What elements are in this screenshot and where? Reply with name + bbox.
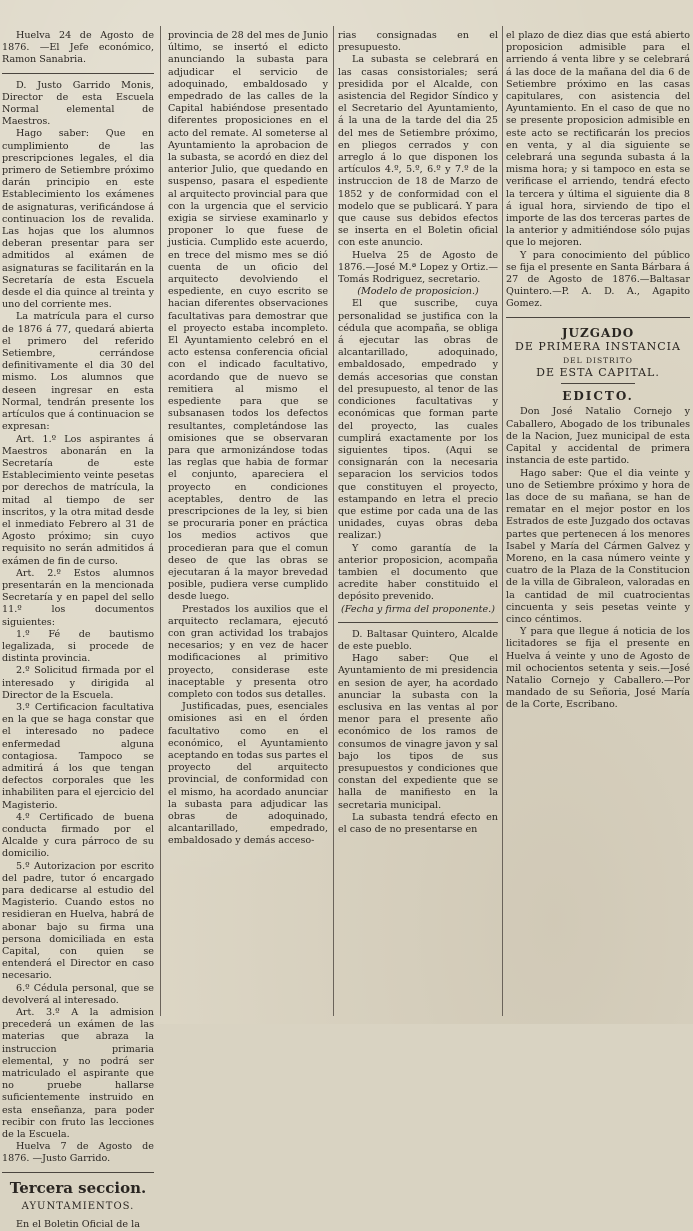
signature-note: (Fecha y firma del proponente.) [341,603,495,615]
paragraph: D. Justo Garrido Monis, Director de esta Escuela Normal elemental de Maestros. [2,79,154,128]
column-2 [168,30,328,1018]
paragraph: Y para que llegue á noticia de los licitadores se fija el presente en Huelva á veinte y uno de Agosto de mil ochocientos setenta y seis.—José Natalio Cornejo y Caballero.—Por mandado de su Señoria, José María de la Corte, Escribano. [506,626,690,711]
paragraph: Hago saber: Que en cumplimiento de las prescripciones legales, el dia primero de Setiembre próximo darán principio en este Establecimiento los exámenes de asignaturas, verificándose á continuacion los de revalida. Las hojas que los alumnos deberan presentar para ser admitidos al exámen de asignaturas se facilitarán en la Secretaría de esta Escuela desde el dia quince al treinta y uno del corriente mes. [2,128,154,311]
column-1 [2,30,154,1230]
divider [2,1172,154,1173]
paragraph: Huelva 7 de Agosto de 1876. —Justo Garrido. [2,1141,154,1165]
paragraph: El que suscribe, cuya personalidad se justifica con la cédula que acompaña, se obliga á ejecutar las obras de alcantarillado, adoquinado, embaldosado, empedrado y demás accesorias que constan del presupuesto, al tenor de las condiciones facultativas y económicas que forman parte del proyecto, las cuales cumplirá exactamente por los siguientes tipos. (Aqui se consignarán con la necesaria separacion los servicios todos que constituyen el proyecto, estampando en letra el precio que estime por cada una de las unidades, cuyas obras deba realizar.) [338,298,498,542]
paragraph: Y como garantía de la anterior proposicion, acompaña tambien el documento que acredite haber constituido el depósito prevenido. [338,542,498,603]
divider [338,622,498,623]
column-rule [502,26,503,1016]
court-title: JUZGADO [561,325,635,340]
paragraph: rias consignadas en el presupuesto. [338,30,498,54]
column-3 [338,30,498,1018]
paragraph: Prestados los auxilios que el arquitecto reclamara, ejecutó con gran actividad los trabajos necesarios; y en vez de hacer modificaciones al primitivo proyecto, considerase este inaceptable y presenta otro completo con todos sus detalles. [168,603,328,700]
column-rule [333,26,334,1016]
paragraph: 1.º Fé de bautismo legalizada, si procede de distinta provincia. [2,628,154,665]
court-district: DEL DISTRITO [563,355,633,365]
paragraph: Art. 3.º A la admision precederá un exámen de las materias que abraza la instruccion primaria elemental, y no podrá ser matriculado el aspirante que no pruebe hallarse suficientemente instruido en esta enseñanza, para poder recibir con fruto las lecciones de la Escuela. [2,1007,154,1141]
paragraph: 5.º Autorizacion por escrito del padre, tutor ó encargado para dedicarse al estudio del Magisterio. Cuando estos no residieran en Huelva, habrá de abonar bajo su firma una persona domiciliada en esta Capital, con quien se entenderá el Director en caso necesario. [2,860,154,982]
paragraph: La matrícula para el curso de 1876 á 77, quedará abierta el primero del referido Setiembre, cerrándose definitivamente el dia 30 del mismo. Los alumnos que deseen ingresar en esta Normal, tendrán presente los artículos que á continuacion se expresan: [2,311,154,433]
signoff: Huelva 24 de Agosto de 1876. —El Jefe económico, Ramon Sanabria. [2,30,154,66]
divider [506,317,690,318]
edict-title: EDICTO. [562,389,634,404]
paragraph: D. Baltasar Quintero, Alcalde de este pueblo. [338,628,498,652]
column-4 [506,30,690,1018]
paragraph: 4.º Certificado de buena conducta firmado por el Alcalde y cura párroco de su domicilio. [2,811,154,860]
paragraph: 6.º Cédula personal, que se devolverá al interesado. [2,982,154,1006]
paragraph: La subasta tendrá efecto en el caso de no presentarse en [338,811,498,835]
paragraph: Art. 1.º Los aspirantes á Maestros abonarán en la Secretaría de este Establecimiento veinte pesetas por derechos de matrícula, la mitad al tiempo de ser inscritos, y la otra mitad desde el inmediato Febrero al 31 de Agosto próximo; sin cuyo requisito no serán admitidos á exámen de fin de curso. [2,433,154,567]
paragraph: Y para conocimiento del público se fija el presente en Santa Bárbara á 27 de Agosto de 1876.—Baltasar Quintero.—P. A. D. A., Agapito Gomez. [506,249,690,310]
column-rule [160,26,161,1016]
section-subtitle: AYUNTAMIENTOS. [21,1200,135,1212]
paragraph: Don José Natalio Cornejo y Caballero, Abogado de los tribunales de la Nacion, Juez municipal de esta Capital y accidental de primera instancia de este partido. [506,406,690,467]
section-title: Tercera seccion. [9,1178,147,1197]
paragraph: En el Boletin Oficial de la [16,1218,140,1230]
court-subtitle: DE PRIMERA INSTANCIA [515,339,681,353]
paragraph: Hago saber: Que el Ayuntamiento de mi presidencia en sesion de ayer, ha acordado anunciar la subasta con la esclusiva en las ventas al por menor para el presente año económico de los ramos de consumos de vinagre javon y sal bajo los tipos de sus presupuestos y condiciones que constan del expediente que se halla de manifiesto en la secretaria municipal. [338,653,498,811]
court-capital: DE ESTA CAPITAL. [536,366,660,380]
paragraph: Hago saber: Que el dia veinte y uno de Setiembre próximo y hora de las doce de su mañana, se han de rematar en el mejor postor en los Estrados de este Juzgado dos octavas partes que pertenecen á los menores Isabel y María del Cármen Galvez y Moreno, en la casa número veinte y cuatro de la Plaza de la Constitucion de la villa de Gibraleon, valoradas en la cantidad de mil cuatrocientas cincuenta y seis pesetas veinte y cinco céntimos. [506,467,690,625]
paragraph: 3.º Certificacion facultativa en la que se haga constar que el interesado no padece enfermedad alguna contagiosa. Tampoco se admitirá á los que tengan defectos corporales que les inhabiliten para el ejercicio del Magisterio. [2,701,154,811]
divider [2,73,154,74]
paragraph: Huelva 25 de Agosto de 1876.—José M.ª Lopez y Ortiz.—Tomás Rodriguez, secretario. [338,249,498,286]
paragraph: 2.º Solicitud firmada por el interesado y dirigida al Director de la Escuela. [2,665,154,701]
paragraph: Art. 2.º Estos alumnos presentarán en la mencionada Secretaría y en papel del sello 11.º los documentos siguientes: [2,567,154,628]
paragraph: el plazo de diez dias que está abierto proposicion admisible para el arriendo á venta libre y se celebrará á las doce de la mañana del dia 6 de Setiembre próximo en las casas capitulares, con asistencia del Ayuntamiento. En el caso de que no se presente proposicion admisible en este acto se rectificarán los precios en venta, y al dia siguiente se celebrará una segunda subasta á la misma hora; y si tampoco en esta se verificase el arriendo, tendrá efecto la tercera y última el siguiente dia 8 á igual hora, sirviendo de tipo el importe de las dos terceras partes de la anterior y admitiéndose sólo pujas que lo mejoren. [506,30,690,249]
paragraph: La subasta se celebrará en las casas consistoriales; será presidida por el Alcalde, con asistencia del Regidor Síndico y el Secretario del Ayuntamiento, á la una de la tarde del dia 25 del mes de Setiembre próximo, en pliegos cerrados y con arreglo á lo que disponen los artículos 4.º, 5.º, 6.º y 7.º de la instruccion de 18 de Marzo de 1852 y de conformidad con el modelo que se publicará. Y para que cause sus debidos efectos se inserta en el Boletin oficial con este anuncio. [338,54,498,249]
model-heading: (Modelo de proposicion.) [357,286,479,298]
ornament-rule [561,383,635,384]
paragraph: Justificadas, pues, esenciales omisiones asi en el órden facultativo como en el económico, el Ayuntamiento aceptando en todas sus partes el proyecto del arquitecto provincial, de conformidad con el mismo, ha acordado anunciar la subasta para adjudicar las obras de adoquinado, alcantarillado, empedrado, embaldosado y demás acceso- [168,701,328,847]
paragraph: provincia de 28 del mes de Junio último, se insertó el edicto anunciando la subasta para adjudicar el servicio de adoquinado, embaldosado y empedrado de las calles de la Capital habiéndose presentado diferentes proposiciones en el acto del remate. Al someterse al Ayuntamiento la aprobacion de la subasta, se acordó en diez del anterior Julio, que quedando en suspenso, pasara el espediente al arquitecto provincial para que con la urgencia que el servicio exigia se sirviese examinarlo y proponer lo que fuese de justicia. Cumplido este acuerdo, en trece del mismo mes se dió cuenta de un oficio del arquitecto devolviendo el espediente, en cuyo escrito se hacian diferentes observaciones facultativas para demostrar que el proyecto estaba incompleto. El Ayuntamiento celebró en el acto estensa conferencia oficial con el indicado facultativo, acordando que de nuevo se remitiera al mismo el espediente para que se subsanasen todos los defectos resultantes, completándose las omisiones que se observaran para que armonizándose todas las reglas que habia de formar el conjunto, apareciera el proyecto en condiciones aceptables, dentro de las prescripciones de la ley, si bien se procuraria poner en práctica los medios activos que procedieran para que el comun deseo de que las obras se ejecutaran á la mayor brevedad posible, pudiera verse cumplido desde luego. [168,30,328,603]
